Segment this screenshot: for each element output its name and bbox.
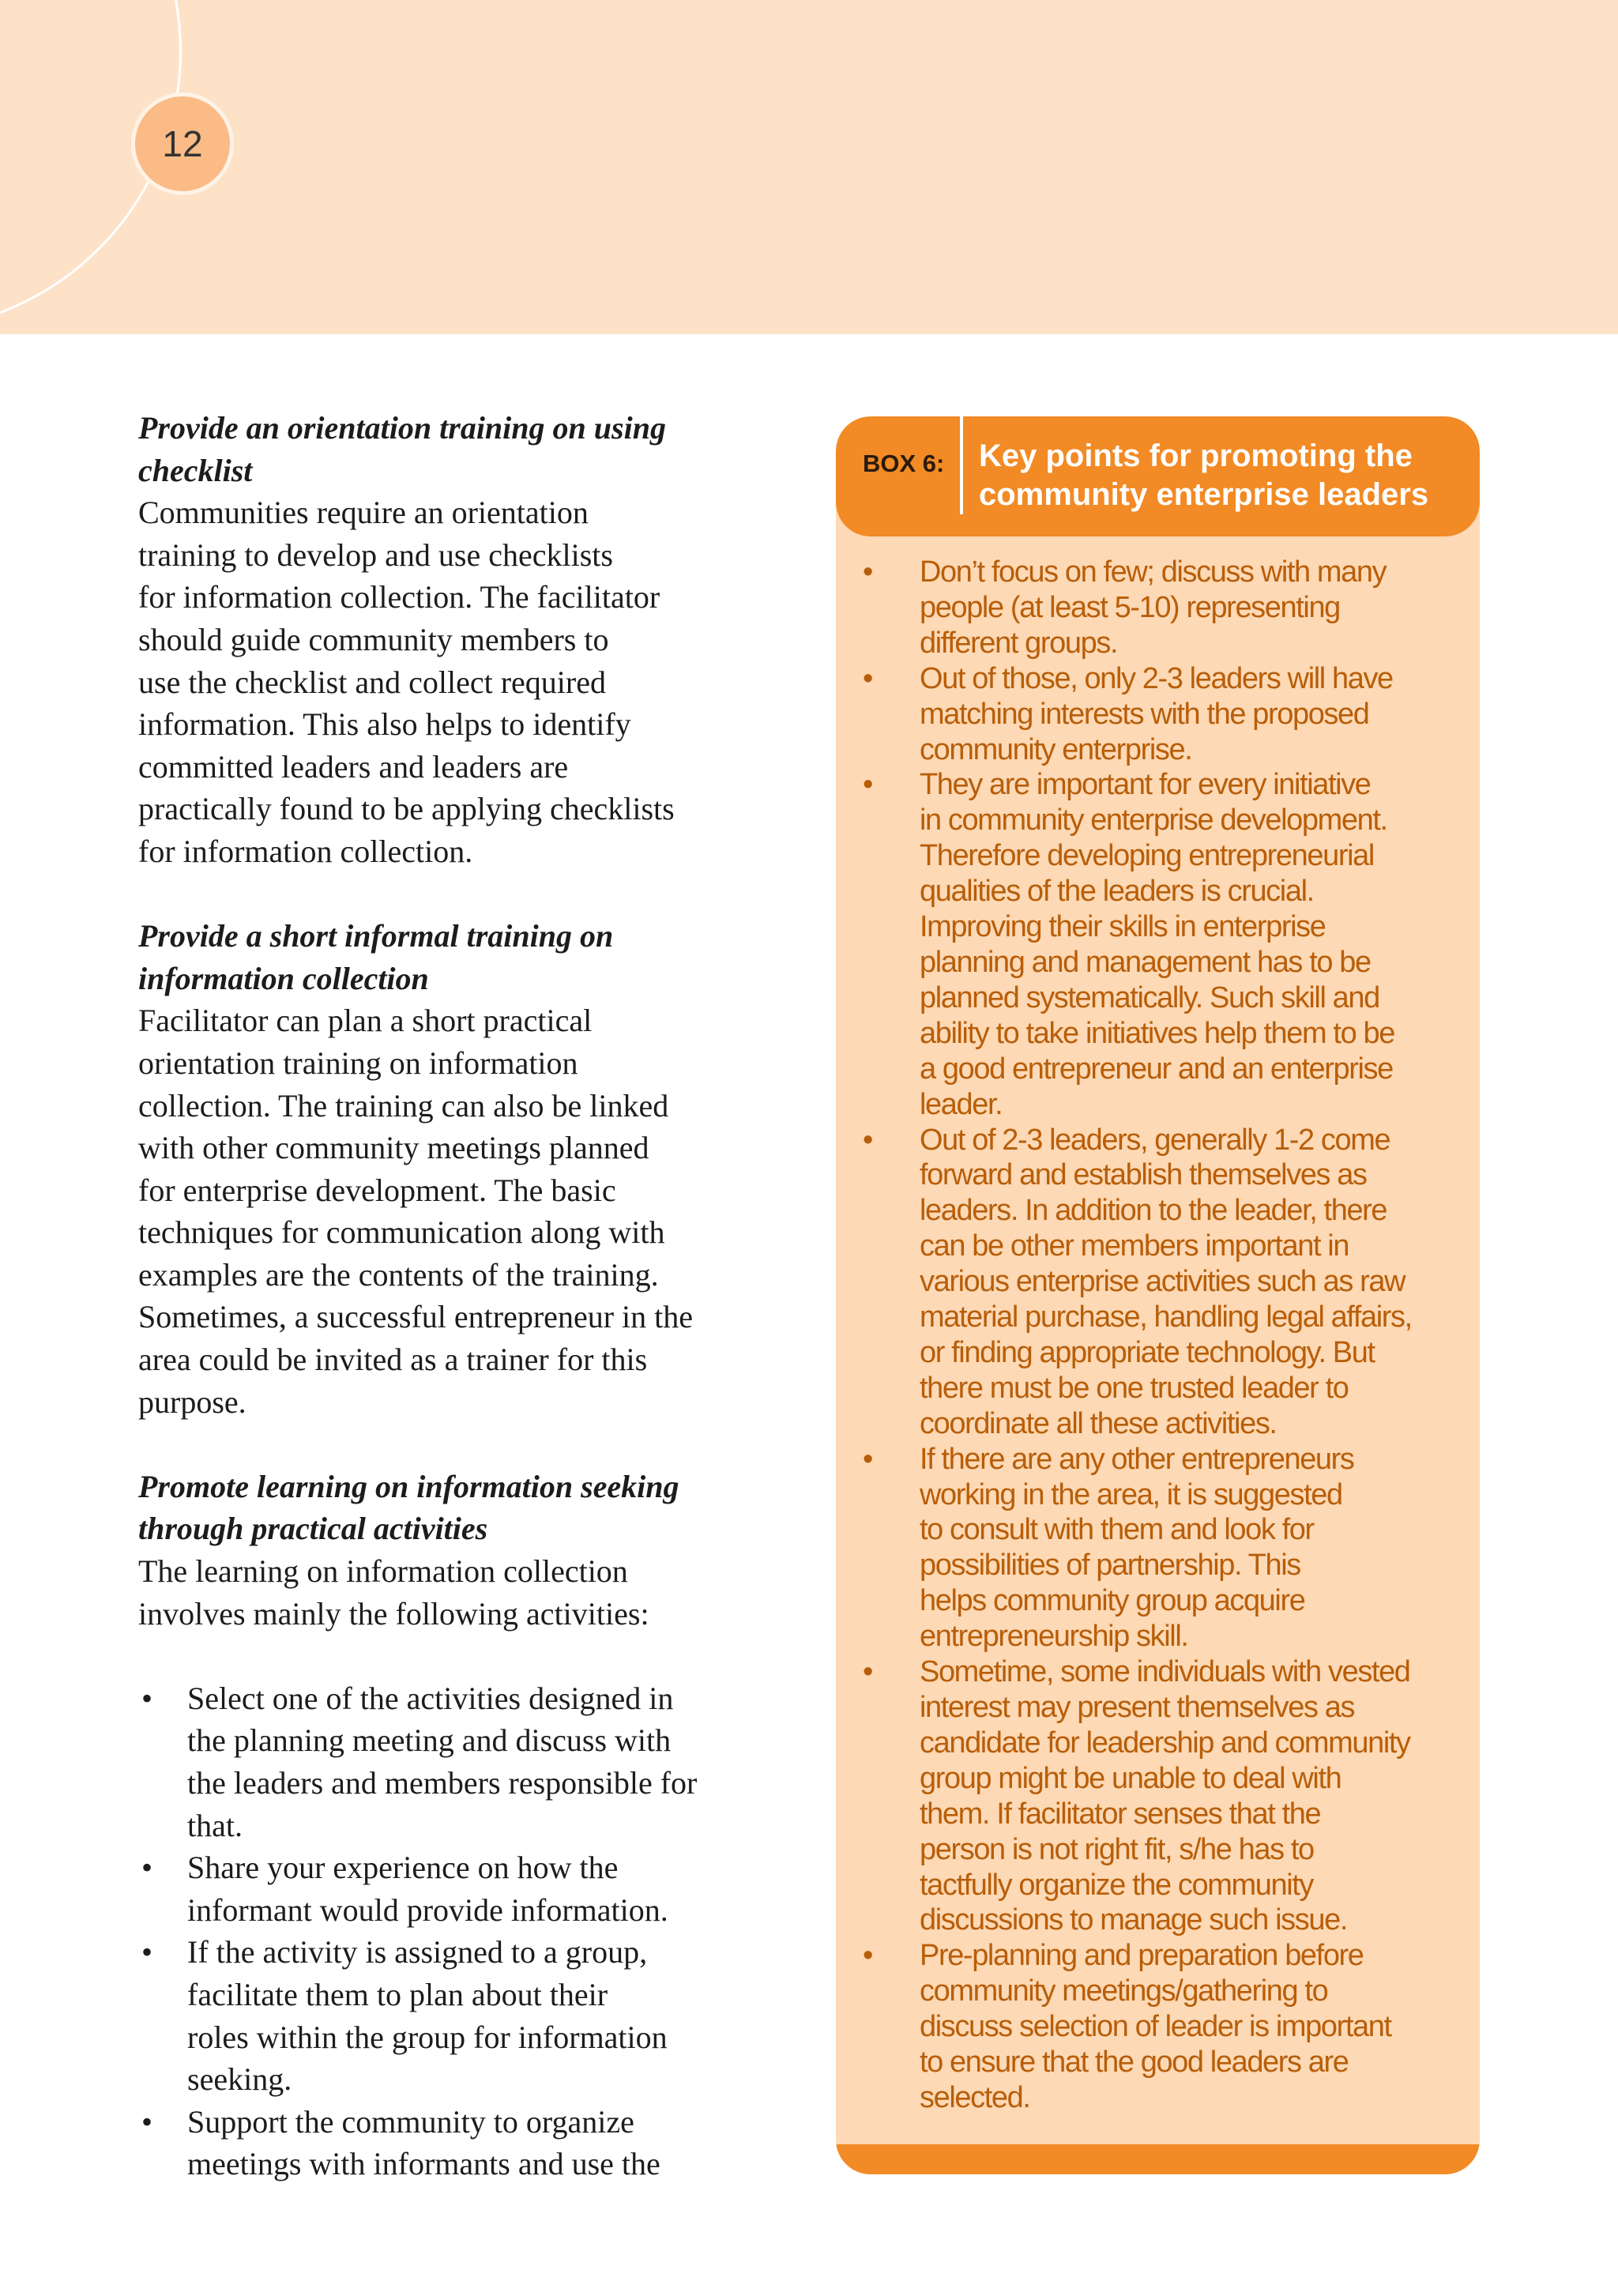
list-item: [863, 1938, 1475, 2116]
body-line: practically found to be applying checklists: [138, 791, 675, 827]
list-item: [863, 1654, 1475, 1938]
list-line: Pre-planning and preparation before: [920, 1939, 1364, 1973]
body-line: orientation training on information: [138, 1044, 578, 1081]
list-line: to ensure that the good leaders are: [920, 2046, 1349, 2080]
list-item: [863, 767, 1475, 1122]
list-line: tactfully organize the community: [920, 1868, 1313, 1902]
list-line: leader.: [920, 1087, 1003, 1121]
body-line: Communities require an orientation: [138, 495, 589, 531]
main-text-column: [138, 407, 786, 2185]
list-line: entrepreneurship skill.: [920, 1620, 1188, 1654]
body-line: for information collection. The facilitator: [138, 579, 660, 615]
bullet-icon: •: [863, 1655, 872, 1689]
list-item: [863, 1123, 1475, 1442]
list-line: helps community group acquire: [920, 1584, 1305, 1618]
list-item: [863, 555, 1475, 661]
body-line: area could be invited as a trainer for this: [138, 1342, 648, 1378]
list-line: different groups.: [920, 626, 1118, 660]
body-line: training to develop and use checklists: [138, 536, 613, 573]
list-line: them. If facilitator senses that the: [920, 1797, 1321, 1831]
list-line: the planning meeting and discuss with: [187, 1722, 672, 1759]
list-line: Therefore developing entrepreneurial: [920, 839, 1374, 873]
list-line: or finding appropriate technology. But: [920, 1335, 1375, 1369]
bullet-icon: •: [141, 1850, 153, 1886]
list-line: candidate for leadership and community: [920, 1726, 1410, 1760]
list-line: forward and establish themselves as: [920, 1158, 1367, 1192]
bullet-icon: •: [141, 1680, 153, 1716]
box-points-list: [863, 555, 1475, 2116]
list-line: seeking.: [187, 2061, 292, 2098]
body-line: information. This also helps to identify: [138, 706, 631, 743]
section-informal-training: [138, 915, 786, 1423]
bullet-icon: •: [141, 2103, 153, 2140]
list-line: community meetings/gathering to: [920, 1974, 1328, 2008]
bullet-icon: •: [863, 1123, 872, 1157]
list-line: various enterprise activities such as raw: [920, 1265, 1405, 1299]
section-practical-activities: [138, 1466, 786, 1635]
list-line: Sometime, some individuals with vested: [920, 1655, 1410, 1689]
list-line: person is not right fit, s/he has to: [920, 1832, 1314, 1866]
box-header: [836, 416, 1480, 536]
body-line: techniques for communication along with: [138, 1214, 665, 1251]
list-line: If the activity is assigned to a group,: [187, 1934, 648, 1970]
list-line: selected.: [920, 2080, 1030, 2114]
list-line: Don’t focus on few; discuss with many: [920, 555, 1387, 589]
body-line: for information collection.: [138, 833, 473, 869]
body-line: committed leaders and leaders are: [138, 748, 569, 785]
list-line: Improving their skills in enterprise: [920, 910, 1326, 944]
list-line: Out of 2-3 leaders, generally 1-2 come: [920, 1123, 1390, 1157]
body-line: with other community meetings planned: [138, 1130, 649, 1166]
bullet-icon: •: [863, 1939, 872, 1973]
heading-line: checklist: [138, 452, 253, 488]
list-item: [863, 661, 1475, 768]
header-band: [0, 0, 1618, 334]
activities-list: [138, 1677, 786, 2185]
section-body: [138, 1550, 786, 1635]
section-heading: [138, 407, 786, 491]
box-footer-band: [836, 2144, 1480, 2174]
list-line: roles within the group for information: [187, 2019, 668, 2055]
list-item: [138, 1846, 786, 1931]
list-line: discuss selection of leader is important: [920, 2010, 1391, 2044]
heading-line: Provide an orientation training on using: [138, 410, 666, 446]
list-line: people (at least 5-10) representing: [920, 590, 1340, 624]
list-line: If there are any other entrepreneurs: [920, 1442, 1354, 1476]
list-line: working in the area, it is suggested: [920, 1477, 1342, 1511]
list-line: to consult with them and look for: [920, 1513, 1314, 1547]
list-line: qualities of the leaders is crucial.: [920, 875, 1314, 909]
bullet-icon: •: [863, 768, 872, 802]
body-line: for enterprise development. The basic: [138, 1172, 616, 1208]
list-line: Support the community to organize: [187, 2103, 634, 2140]
box-title-line: Key points for promoting the: [979, 438, 1413, 473]
list-line: discussions to manage such issue.: [920, 1903, 1348, 1937]
list-line: Out of those, only 2-3 leaders will have: [920, 661, 1393, 695]
box-title: [979, 437, 1461, 514]
list-line: can be other members important in: [920, 1229, 1349, 1263]
page-number: 12: [162, 123, 203, 164]
list-line: interest may present themselves as: [920, 1691, 1355, 1724]
list-line: there must be one trusted leader to: [920, 1371, 1349, 1405]
list-line: leaders. In addition to the leader, there: [920, 1194, 1387, 1228]
list-line: the leaders and members responsible for: [187, 1765, 698, 1801]
list-line: group might be unable to deal with: [920, 1761, 1341, 1795]
list-line: material purchase, handling legal affairs,: [920, 1300, 1412, 1334]
body-line: Sometimes, a successful entrepreneur in the: [138, 1299, 693, 1335]
heading-line: Provide a short informal training on: [138, 918, 614, 954]
body-line: involves mainly the following activities:: [138, 1595, 649, 1632]
list-line: planned systematically. Such skill and: [920, 981, 1379, 1014]
list-line: facilitate them to plan about their: [187, 1976, 608, 2012]
list-item: [863, 1442, 1475, 1654]
section-body: [138, 491, 786, 872]
heading-line: Promote learning on information seeking: [138, 1468, 679, 1504]
box-title-line: community enterprise leaders: [979, 477, 1429, 512]
list-line: matching interests with the proposed: [920, 697, 1369, 731]
list-line: They are important for every initiative: [920, 768, 1371, 802]
section-orientation-training: [138, 407, 786, 873]
list-line: in community enterprise development.: [920, 804, 1387, 837]
list-line: community enterprise.: [920, 732, 1192, 766]
list-line: coordinate all these activities.: [920, 1406, 1277, 1440]
section-body: [138, 999, 786, 1423]
box-header-divider: [960, 416, 963, 514]
body-line: use the checklist and collect required: [138, 664, 606, 700]
body-line: should guide community members to: [138, 621, 609, 657]
body-line: purpose.: [138, 1383, 246, 1420]
list-item: [138, 1931, 786, 2100]
list-line: ability to take initiatives help them to be: [920, 1016, 1394, 1050]
body-line: Facilitator can plan a short practical: [138, 1003, 593, 1039]
heading-line: information collection: [138, 960, 429, 996]
list-line: planning and management has to be: [920, 945, 1371, 979]
list-line: informant would provide information.: [187, 1891, 668, 1928]
bullet-icon: •: [863, 661, 872, 695]
section-heading: [138, 915, 786, 999]
bullet-icon: •: [141, 1934, 153, 1970]
list-line: possibilities of partnership. This: [920, 1549, 1300, 1583]
bullet-icon: •: [863, 1442, 872, 1476]
body-line: collection. The training can also be linked: [138, 1087, 669, 1124]
list-line: Select one of the activities designed in: [187, 1680, 674, 1716]
list-line: that.: [187, 1807, 243, 1843]
body-line: The learning on information collection: [138, 1553, 628, 1590]
list-item: [138, 1677, 786, 1846]
list-line: meetings with informants and use the: [187, 2146, 660, 2182]
heading-line: through practical activities: [138, 1511, 488, 1547]
list-item: [138, 2101, 786, 2185]
list-line: a good entrepreneur and an enterprise: [920, 1052, 1393, 1086]
box-label: BOX 6:: [863, 450, 945, 477]
bullet-icon: •: [863, 555, 872, 589]
box-6-callout: [836, 416, 1480, 2174]
body-line: examples are the contents of the training.: [138, 1256, 659, 1293]
list-line: Share your experience on how the: [187, 1850, 619, 1886]
page-number-badge: [131, 92, 234, 195]
section-heading: [138, 1466, 786, 1550]
